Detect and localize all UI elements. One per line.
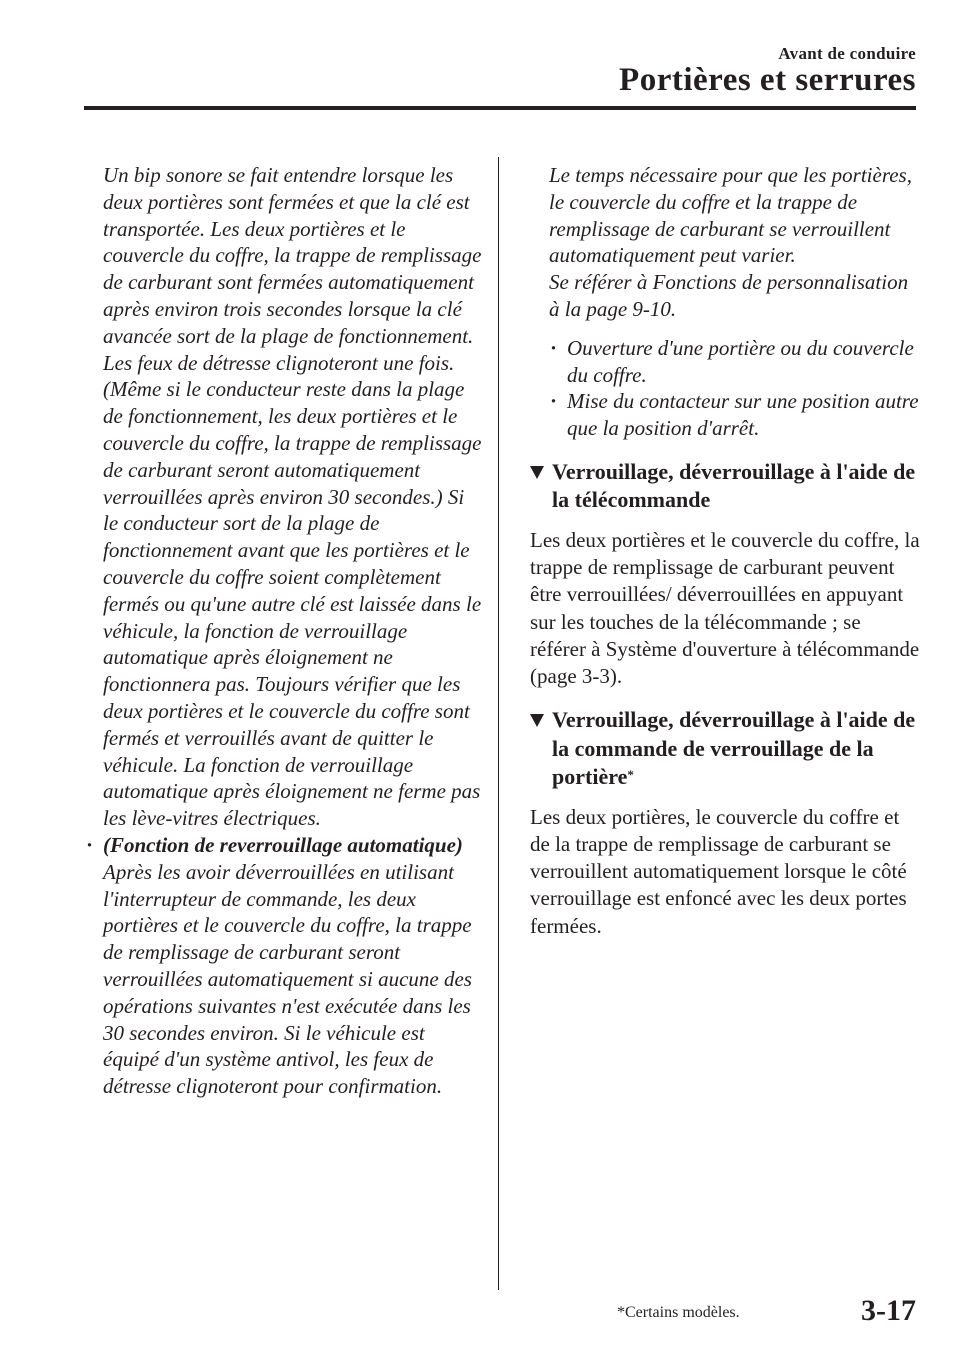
relock-heading: (Fonction de reverrouillage automatique)	[103, 832, 463, 857]
triangle-down-icon	[530, 466, 544, 479]
door-lock-switch-heading-text: Verrouillage, déverrouillage à l'aide de la commande de verrouillage de la portière	[552, 707, 916, 790]
auto-lock-description: Un bip sonore se fait entendre lorsque les deux portières sont fermées et que la clé est transportée. Les deux portières et le couvercle du coffre, la trappe de remplissage de carburant sont fermées automatiquement après environ trois secondes lorsque la clé avancée sort de la plage de fonctionnement. Les feux de détresse clignoteront une fois. (Même si le conducteur reste dans la plage de fonctionnement, les deux portières et le couvercle du coffre, la trappe de remplissage de carburant seront automatiquement verrouillées après environ 30 secondes.) Si le conducteur sort de la plage de fonctionnement avant que les portières et le couvercle du coffre soient complètement fermés ou qu'une autre clé est laissée dans le véhicule, la fonction de verrouillage automatique après éloignement ne fonctionnera pas. Toujours vérifier que les deux portières et le couvercle du coffre sont fermés et verrouillés avant de quitter le véhicule. La fonction de verrouillage automatique après éloignement ne ferme pas les lève-vitres électriques.	[103, 163, 482, 831]
page-title: Portières et serrures	[619, 62, 916, 98]
column-divider	[498, 157, 499, 1290]
operation-list	[530, 335, 920, 442]
page-number: 3-17	[861, 1294, 916, 1327]
bullet-dot-icon: ·	[550, 389, 558, 414]
relock-bullet	[84, 832, 482, 1100]
list-item-text: Ouverture d'une portière ou du couvercle du coffre.	[567, 335, 914, 387]
timing-note: Le temps nécessaire pour que les portières, le couvercle du coffre et la trappe de remplissage de carburant se verrouillent automatiquement peut varier.	[549, 163, 912, 268]
triangle-down-icon	[530, 714, 544, 727]
bullet-dot-icon: ·	[550, 335, 558, 360]
footnote: *Certains modèles.	[617, 1304, 740, 1321]
optional-equipment-marker: *	[627, 767, 634, 783]
list-item-text: Mise du contacteur sur une position autre que la position d'arrêt.	[567, 389, 919, 441]
remote-lock-body: Les deux portières et le couvercle du coffre, la trappe de remplissage de carburant peuvent être verrouillées/ déverrouillées en appuyant sur les touches de la télécommande ; se référer à Système d'ouverture à télécommande (page 3-3).	[530, 527, 920, 688]
list-item	[530, 335, 920, 389]
remote-lock-heading-text: Verrouillage, déverrouillage à l'aide de la télécommande	[552, 458, 916, 513]
door-lock-switch-heading	[530, 706, 920, 792]
remote-lock-heading	[530, 458, 920, 515]
customization-reference: Se référer à Fonctions de personnalisation à la page 9-10.	[549, 270, 909, 321]
right-column	[530, 162, 920, 940]
section-label: Avant de conduire	[778, 44, 916, 63]
header-rule	[84, 106, 916, 110]
list-item	[530, 388, 920, 442]
bullet-dot-icon: ·	[86, 832, 94, 857]
left-column	[84, 162, 482, 1100]
relock-body: Après les avoir déverrouillées en utilisant l'interrupteur de commande, les deux portières et le couvercle du coffre, la trappe de remplissage de carburant seront verrouillées automatiquement si aucune des opérations suivantes n'est exécutée dans les 30 secondes environ. Si le véhicule est équipé d'un système antivol, les feux de détresse clignoteront pour confirmation.	[103, 859, 472, 1099]
door-lock-switch-body: Les deux portières, le couvercle du coffre et de la trappe de remplissage de carburant se verrouillent automatiquement lorsque le côté verrouillage est enfoncé avec les deux portes fermées.	[530, 804, 907, 938]
